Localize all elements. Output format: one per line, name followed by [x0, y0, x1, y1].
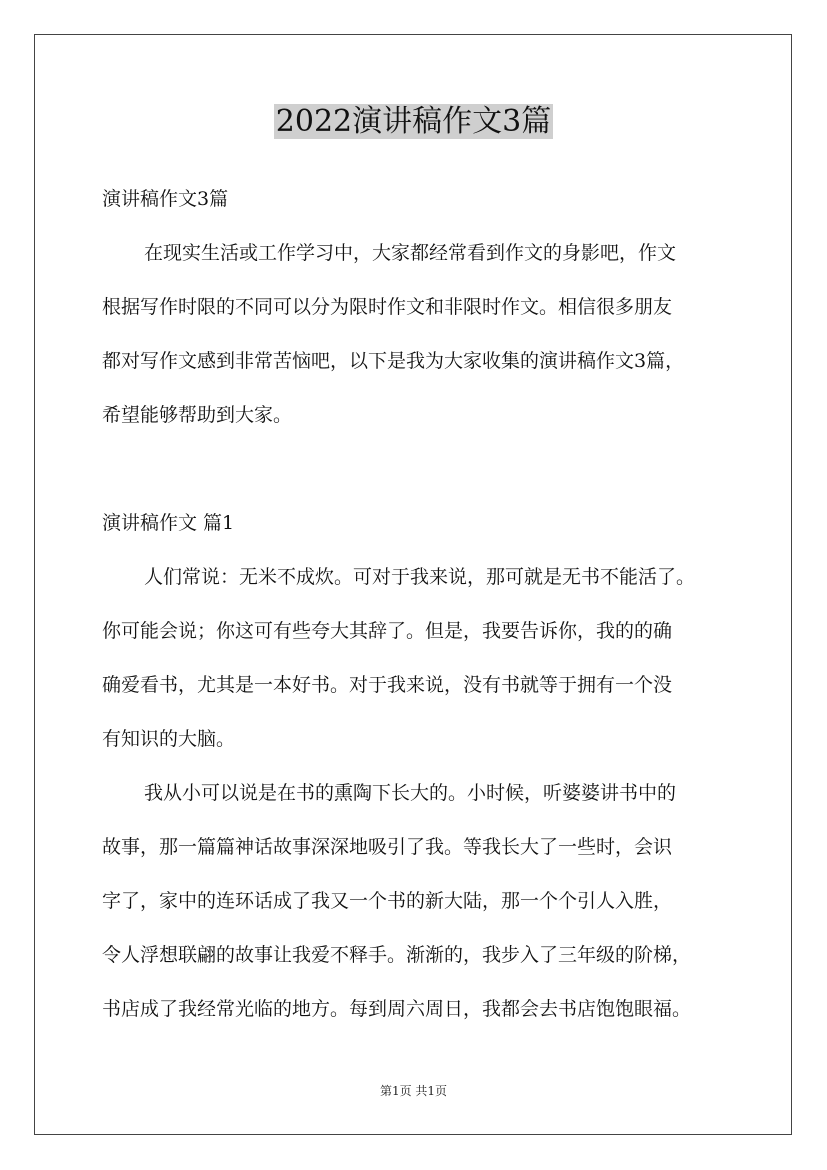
paragraph-line: 确爱看书，尤其是一本好书。对于我来说，没有书就等于拥有一个没 — [102, 674, 673, 696]
paragraph-line: 令人浮想联翩的故事让我爱不释手。渐渐的，我步入了三年级的阶梯， — [102, 944, 692, 966]
document-title: 2022演讲稿作文3篇 — [275, 104, 552, 139]
paragraph-line: 书店成了我经常光临的地方。每到周六周日，我都会去书店饱饱眼福。 — [102, 998, 692, 1020]
paragraph-line: 你可能会说；你这可有些夸大其辞了。但是，我要告诉你，我的的确 — [102, 620, 673, 642]
paragraph-line: 人们常说：无米不成炊。可对于我来说，那可就是无书不能活了。 — [144, 566, 696, 588]
intro-line: 都对写作文感到非常苦恼吧，以下是我为大家收集的演讲稿作文3篇， — [102, 350, 685, 372]
paragraph-line: 字了，家中的连环话成了我又一个书的新大陆，那一个个引人入胜， — [102, 890, 673, 912]
paragraph-line: 故事，那一篇篇神话故事深深地吸引了我。等我长大了一些时，会识 — [102, 836, 673, 858]
subtitle: 演讲稿作文3篇 — [102, 188, 229, 210]
paragraph-line: 我从小可以说是在书的熏陶下长大的。小时候，听婆婆讲书中的 — [144, 782, 677, 804]
intro-line: 在现实生活或工作学习中，大家都经常看到作文的身影吧，作文 — [144, 242, 677, 264]
intro-line: 希望能够帮助到大家。 — [102, 404, 293, 426]
section-heading: 演讲稿作文 篇1 — [102, 512, 235, 534]
intro-line: 根据写作时限的不同可以分为限时作文和非限时作文。相信很多朋友 — [102, 296, 673, 318]
document-body — [102, 172, 730, 1036]
page-footer: 第1页 共1页 — [379, 1084, 448, 1098]
paragraph-gap — [102, 442, 730, 496]
paragraph-line: 有知识的大脑。 — [102, 728, 236, 750]
